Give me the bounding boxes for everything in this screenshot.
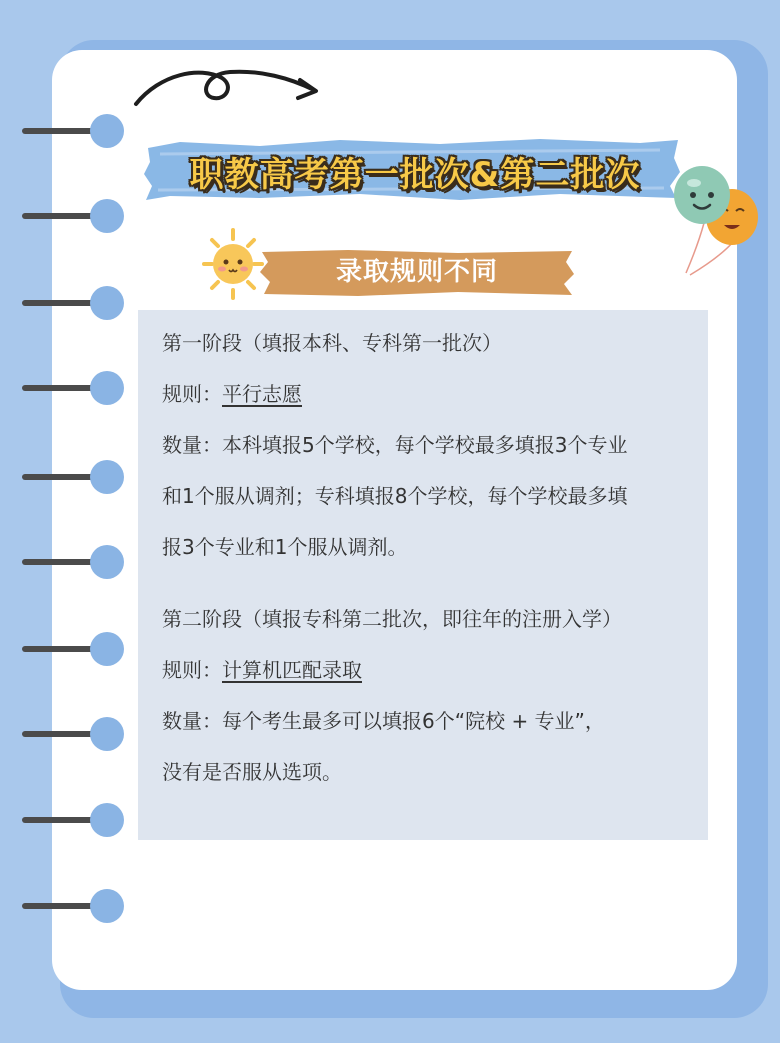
section-1-count-line: 数量：本科填报5个学校，每个学校最多填报3个专业	[162, 433, 628, 457]
rule-value: 计算机匹配录取	[222, 658, 362, 682]
page-title: 职教高考第一批次&第二批次	[189, 155, 641, 195]
spiral-ring-icon	[22, 460, 124, 494]
section-1-count-line: 报3个专业和1个服从调剂。	[162, 535, 408, 559]
section-1-heading: 第一阶段（填报本科、专科第一批次）	[162, 331, 502, 355]
spiral-ring-icon	[22, 286, 124, 320]
spiral-ring-icon	[22, 114, 124, 148]
section-2-rule	[162, 645, 692, 696]
spiral-ring-icon	[22, 199, 124, 233]
page-subtitle: 录取规则不同	[335, 257, 498, 287]
sun-icon	[200, 226, 266, 302]
spiral-ring-icon	[22, 545, 124, 579]
spiral-ring-icon	[22, 717, 124, 751]
curly-arrow-icon	[130, 60, 330, 120]
spiral-ring-icon	[22, 889, 124, 923]
spiral-ring-icon	[22, 803, 124, 837]
spiral-ring-icon	[22, 632, 124, 666]
section-1-rule	[162, 369, 692, 420]
rule-value: 平行志愿	[222, 382, 302, 406]
section-2-heading: 第二阶段（填报专科第二批次，即往年的注册入学）	[162, 607, 622, 631]
section-1-count-line: 和1个服从调剂；专科填报8个学校，每个学校最多填	[162, 484, 628, 508]
section-2-count-line: 数量：每个考生最多可以填报6个“院校 + 专业”，	[162, 709, 605, 733]
rule-label: 规则：	[162, 382, 222, 406]
balloon-icon	[668, 165, 768, 280]
spiral-ring-icon	[22, 371, 124, 405]
section-2-count-line: 没有是否服从选项。	[162, 760, 342, 784]
rule-label: 规则：	[162, 658, 222, 682]
